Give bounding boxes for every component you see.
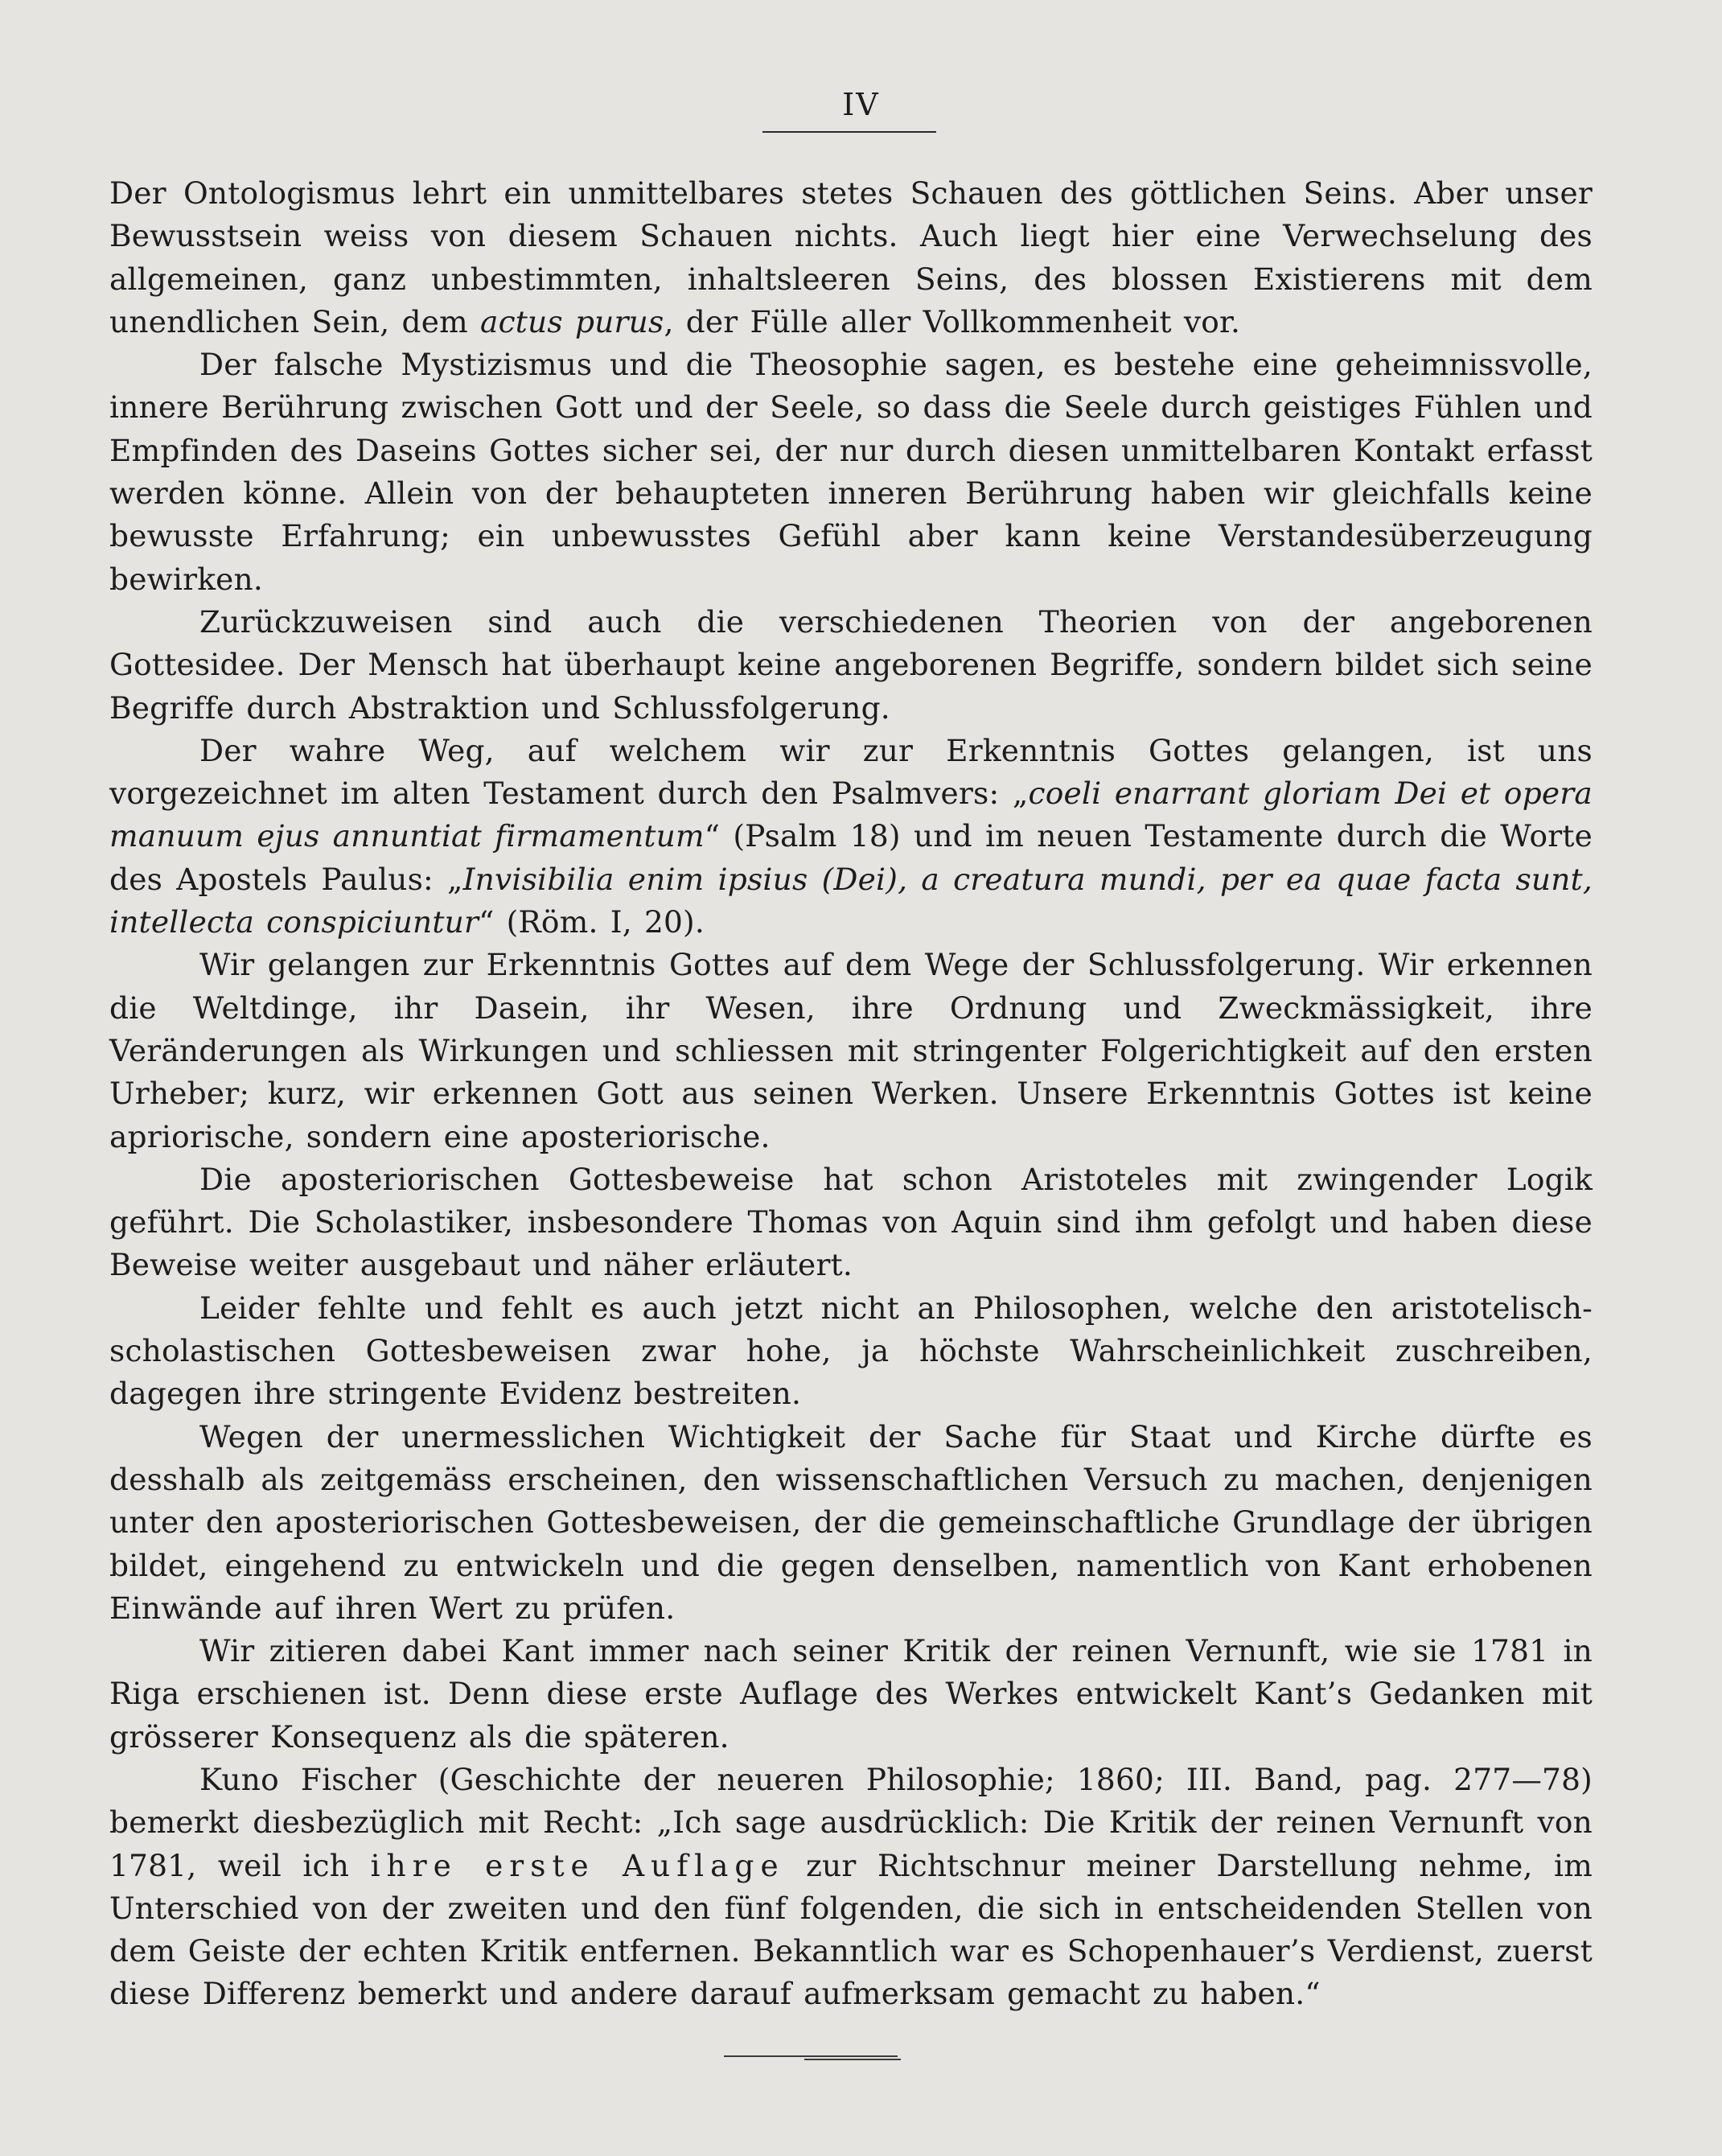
text-segment: , der Fülle aller Vollkommenheit vor.: [664, 303, 1241, 339]
paragraph: [109, 601, 1593, 730]
text-segment: “ (Röm. I, 20).: [479, 904, 705, 940]
paragraph: [109, 944, 1593, 1158]
page-header: [0, 87, 1722, 122]
body-text: [109, 172, 1593, 2016]
text-segment: “ (Psalm 18) und im neuen Testamente durch die Worte des Apostels Paulus: „: [109, 818, 1593, 897]
paragraph: [109, 1759, 1593, 2016]
latin-quote: coeli enarrant gloriam Dei et opera manuum ejus annuntiat firmamentum: [109, 776, 1593, 854]
text-segment: Kuno Fischer (Geschichte der neueren Philosophie; 1860; III. Band, pag. 277—78) bemerkt diesbezüglich mit Recht: „Ich sage ausdrücklich: Die Kritik der reinen Vernunft von 1781, weil ich: [109, 1761, 1593, 1883]
paragraph: [109, 172, 1593, 344]
footer-rule-short: [804, 2059, 901, 2060]
header-rule: [762, 131, 936, 133]
text-segment: Der Ontologismus lehrt ein unmittelbares stetes Schauen des göttlichen Seins. Aber unser Bewusstsein weiss von diesem Schauen nichts. Auch liegt hier eine Verwechselung des allgemeinen, ganz unbestimmten, inhaltsleeren Seins, des blossen Existierens mit dem unendlichen Sein, dem: [109, 175, 1593, 339]
text-segment: Die aposteriorischen Gottesbeweise hat schon Aristoteles mit zwingender Logik geführt. Die Scholastiker, insbesondere Thomas von Aquin sind ihm gefolgt und haben diese Beweise weiter ausgebaut und näher erläutert.: [109, 1161, 1593, 1283]
paragraph: [109, 1630, 1593, 1759]
text-segment: Der falsche Mystizismus und die Theosophie sagen, es bestehe eine geheimnissvolle, innere Berührung zwischen Gott und der Seele, so dass die Seele durch geistiges Fühlen und Empfinden des Daseins Gottes sicher sei, der nur durch diesen unmittelbaren Kontakt erfasst werden könne. Allein von der behaupteten inneren Berührung haben wir gleichfalls keine bewusste Erfahrung; ein unbewusstes Gefühl aber kann keine Verstandesüberzeugung bewirken.: [109, 347, 1593, 597]
emphasized-text: ihre erste Auflage: [370, 1847, 785, 1883]
text-segment: Der wahre Weg, auf welchem wir zur Erkenntnis Gottes gelangen, ist uns vorgezeichnet im alten Testament durch den Psalmvers: „: [109, 732, 1593, 812]
page-number: IV: [842, 87, 880, 122]
text-segment: Wegen der unermesslichen Wichtigkeit der Sache für Staat und Kirche dürfte es desshalb als zeitgemäss erscheinen, den wissenschaftlichen Versuch zu machen, denjenigen unter den aposteriorischen Gottesbeweisen, der die gemeinschaftliche Grundlage der übrigen bildet, eingehend zu entwickeln und die gegen denselben, namentlich von Kant erhobenen Einwände auf ihren Wert zu prüfen.: [109, 1418, 1593, 1626]
footer-rule: [724, 2055, 898, 2057]
text-segment: zur Richtschnur meiner Darstellung nehme, im Unterschied von der zweiten und den fünf folgenden, die sich in entscheidenden Stellen von dem Geiste der echten Kritik entfernen. Bekanntlich war es Schopenhauer’s Verdienst, zuerst diese Differenz bemerkt und andere darauf aufmerksam gemacht zu haben.“: [109, 1847, 1593, 2012]
paragraph: [109, 1158, 1593, 1287]
paragraph: [109, 1287, 1593, 1416]
text-segment: Zurückzuweisen sind auch die verschiedenen Theorien von der angeborenen Gottesidee. Der Mensch hat überhaupt keine angeborenen Begriffe, sondern bildet sich seine Begriffe durch Abstraktion und Schlussfolgerung.: [109, 603, 1593, 726]
latin-quote: actus purus: [480, 303, 664, 339]
text-segment: Leider fehlte und fehlt es auch jetzt nicht an Philosophen, welche den aristotelisch-scholastischen Gottesbeweisen zwar hohe, ja höchste Wahrscheinlichkeit zuschreiben, dagegen ihre stringente Evidenz bestreiten.: [109, 1290, 1593, 1412]
latin-quote: Invisibilia enim ipsius (Dei), a creatura mundi, per ea quae facta sunt, intellecta conspiciuntur: [109, 861, 1593, 940]
text-segment: Wir gelangen zur Erkenntnis Gottes auf dem Wege der Schlussfolgerung. Wir erkennen die Weltdinge, ihr Dasein, ihr Wesen, ihre Ordnung und Zweckmässigkeit, ihre Veränderungen als Wirkungen und schliessen mit stringenter Folgerichtigkeit auf den ersten Urheber; kurz, wir erkennen Gott aus seinen Werken. Unsere Erkenntnis Gottes ist keine apriorische, sondern eine aposteriorische.: [109, 947, 1593, 1154]
text-segment: Wir zitieren dabei Kant immer nach seiner Kritik der reinen Vernunft, wie sie 1781 in Riga erschienen ist. Denn diese erste Auflage des Werkes entwickelt Kant’s Gedanken mit grösserer Konsequenz als die späteren.: [109, 1633, 1593, 1755]
paragraph: [109, 1416, 1593, 1630]
paragraph: [109, 344, 1593, 601]
paragraph: [109, 730, 1593, 944]
